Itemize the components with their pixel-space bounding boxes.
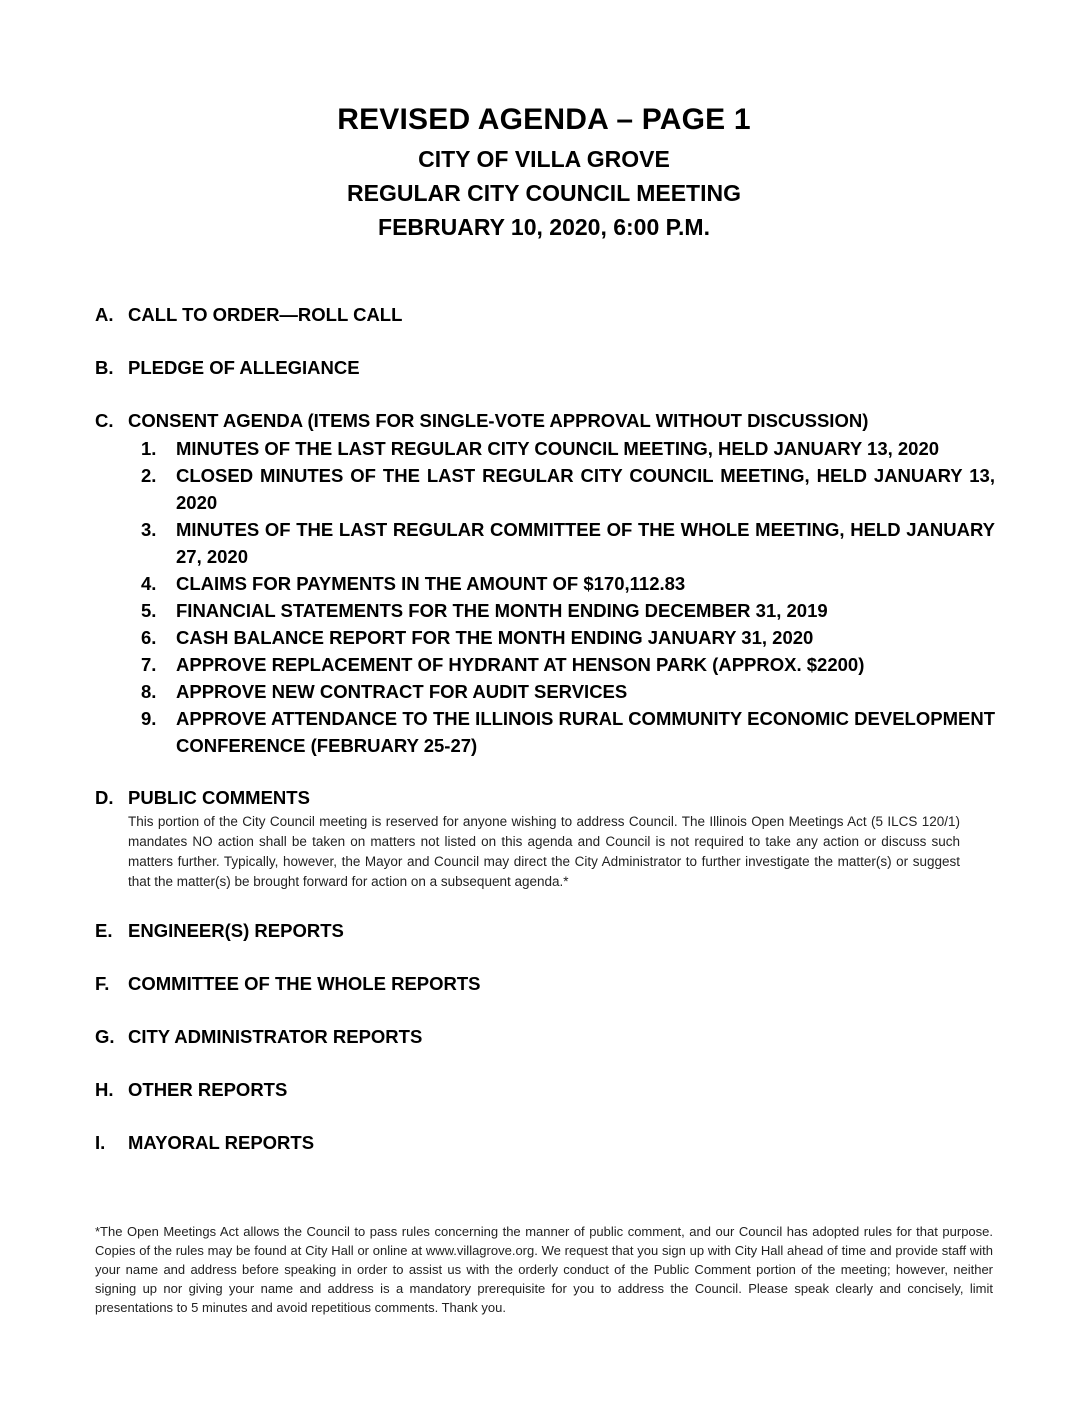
section-d — [95, 783, 995, 892]
item-number: 5. — [141, 600, 157, 621]
section-letter: C. — [95, 410, 114, 431]
list-item — [141, 651, 995, 678]
item-text: MINUTES OF THE LAST REGULAR COMMITTEE OF THE WHOLE MEETING, HELD JANUARY 27, 2020 — [176, 519, 995, 567]
item-text: CLAIMS FOR PAYMENTS IN THE AMOUNT OF $170,112.83 — [176, 573, 686, 594]
city-name: CITY OF VILLA GROVE — [418, 146, 670, 172]
section-g-heading — [95, 1022, 995, 1051]
section-e-heading — [95, 916, 995, 945]
consent-agenda-list — [141, 435, 995, 759]
section-a — [95, 300, 995, 329]
list-item — [141, 624, 995, 651]
list-item — [141, 678, 995, 705]
section-label: OTHER REPORTS — [128, 1079, 288, 1100]
section-label: COMMITTEE OF THE WHOLE REPORTS — [128, 973, 481, 994]
section-c-heading — [95, 406, 995, 435]
agenda-sections — [95, 300, 995, 1181]
item-number: 4. — [141, 573, 157, 594]
section-a-heading — [95, 300, 995, 329]
list-item — [141, 705, 995, 759]
item-number: 1. — [141, 438, 157, 459]
list-item — [141, 462, 995, 516]
item-number: 3. — [141, 519, 157, 540]
section-h — [95, 1075, 995, 1104]
section-d-heading — [95, 783, 995, 812]
section-e — [95, 916, 995, 945]
section-letter: I. — [95, 1132, 106, 1153]
item-number: 6. — [141, 627, 157, 648]
item-text: FINANCIAL STATEMENTS FOR THE MONTH ENDING DECEMBER 31, 2019 — [176, 600, 828, 621]
section-label: ENGINEER(S) REPORTS — [128, 920, 344, 941]
footnote: *The Open Meetings Act allows the Council to pass rules concerning the manner of public comment, and our Council has adopted rules for that purpose. Copies of the rules may be found at City Hall or online at www.villagrove.org. We request that you sign up with City Hall ahead of time and provide staff with your name and address before speaking in order to assist us with the orderly conduct of the Public Comment portion of the meeting; however, neither signing up nor giving your name and address is a mandatory prerequisite for you to address the Council. Please speak clearly and concisely, limit presentations to 5 minutes and avoid repetitious comments. Thank you. — [95, 1224, 993, 1315]
section-g — [95, 1022, 995, 1051]
section-c — [95, 406, 995, 759]
section-b-heading — [95, 353, 995, 382]
agenda-header — [0, 98, 1088, 244]
section-letter: F. — [95, 973, 110, 994]
section-f — [95, 969, 995, 998]
section-label: CALL TO ORDER—ROLL CALL — [128, 304, 403, 325]
list-item — [141, 570, 995, 597]
section-label: CONSENT AGENDA (ITEMS FOR SINGLE-VOTE APPROVAL WITHOUT DISCUSSION) — [128, 410, 869, 431]
public-comments-description: This portion of the City Council meeting is reserved for anyone wishing to address Council. The Illinois Open Meetings Act (5 ILCS 120/1) mandates NO action shall be taken on matters not listed on this agenda and Council is not required to take any action or discuss such matters further. Typically, however, the Mayor and Council may direct the City Administrator to further investigate the matter(s) or suggest that the matter(s) be brought forward for action on a subsequent agenda.* — [128, 814, 960, 889]
list-item — [141, 516, 995, 570]
section-letter: B. — [95, 357, 114, 378]
item-text: APPROVE ATTENDANCE TO THE ILLINOIS RURAL COMMUNITY ECONOMIC DEVELOPMENT CONFERENCE (FEBRUARY 25-27) — [176, 708, 995, 756]
meeting-datetime: FEBRUARY 10, 2020, 6:00 P.M. — [378, 214, 710, 240]
item-number: 7. — [141, 654, 157, 675]
section-h-heading — [95, 1075, 995, 1104]
section-label: MAYORAL REPORTS — [128, 1132, 315, 1153]
item-text: APPROVE REPLACEMENT OF HYDRANT AT HENSON PARK (APPROX. $2200) — [176, 654, 865, 675]
section-i-heading — [95, 1128, 995, 1157]
item-text: CASH BALANCE REPORT FOR THE MONTH ENDING JANUARY 31, 2020 — [176, 627, 814, 648]
section-letter: H. — [95, 1079, 114, 1100]
item-number: 9. — [141, 708, 157, 729]
section-letter: G. — [95, 1026, 115, 1047]
section-b — [95, 353, 995, 382]
page-title: REVISED AGENDA – PAGE 1 — [337, 103, 751, 136]
section-i — [95, 1128, 995, 1157]
list-item — [141, 435, 995, 462]
section-letter: A. — [95, 304, 114, 325]
section-label: PLEDGE OF ALLEGIANCE — [128, 357, 360, 378]
section-letter: E. — [95, 920, 113, 941]
item-number: 2. — [141, 465, 157, 486]
item-text: CLOSED MINUTES OF THE LAST REGULAR CITY COUNCIL MEETING, HELD JANUARY 13, 2020 — [176, 465, 995, 513]
section-label: PUBLIC COMMENTS — [128, 787, 310, 808]
item-number: 8. — [141, 681, 157, 702]
item-text: APPROVE NEW CONTRACT FOR AUDIT SERVICES — [176, 681, 628, 702]
meeting-name: REGULAR CITY COUNCIL MEETING — [347, 180, 741, 206]
list-item — [141, 597, 995, 624]
item-text: MINUTES OF THE LAST REGULAR CITY COUNCIL MEETING, HELD JANUARY 13, 2020 — [176, 438, 940, 459]
section-f-heading — [95, 969, 995, 998]
section-label: CITY ADMINISTRATOR REPORTS — [128, 1026, 423, 1047]
section-letter: D. — [95, 787, 114, 808]
